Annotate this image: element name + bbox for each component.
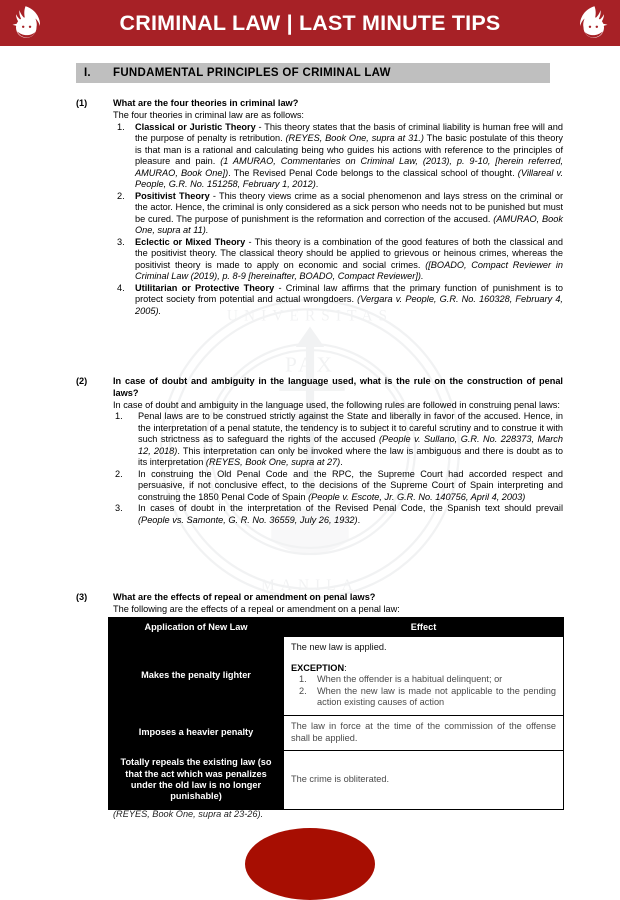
body-text: The basic postulate of this theory is that man is a rational and calculating being who guides his actions with reference to the principles of pleasure and pain. xyxy=(135,133,564,167)
construction-rules-list xyxy=(113,411,563,526)
cell-effect xyxy=(284,715,564,750)
exception-list xyxy=(291,674,556,709)
citation: (1 AMURAO, Commentaries on Criminal Law, (2013), p. 9-10, [herein referred, AMURAO, Book One]) xyxy=(135,156,563,178)
list-item xyxy=(113,237,563,283)
qa-block-1 xyxy=(76,98,563,317)
citation: (REYES, Book One, supra at 27) xyxy=(205,457,341,468)
cell-application: Totally repeals the existing law (so that the act which was penalizes under the old law is no longer punishable) xyxy=(109,751,284,810)
question-text: In case of doubt and ambiguity in the language used, what is the rule on the construction of penal laws? xyxy=(113,376,563,398)
table-citation: (REYES, Book One, supra at 23-26). xyxy=(113,809,264,819)
list-item xyxy=(113,283,563,318)
citation: (People v. Sullano, G.R. No. 228373, March 12, 2018) xyxy=(138,434,563,456)
section-title: FUNDAMENTAL PRINCIPLES OF CRIMINAL LAW xyxy=(113,67,391,79)
effect-primary-text: The law in force at the time of the commission of the offense shall be applied. xyxy=(291,720,556,743)
term: Classical or Juristic Theory xyxy=(135,121,256,132)
term: Eclectic or Mixed Theory xyxy=(135,236,246,247)
body-text: This theory states that the basis of criminal liability is human free will and the purpose of penalty is retribution. xyxy=(135,121,564,144)
exception-text: When the new law is made not applicable to the pending action existing causes of action xyxy=(317,685,556,708)
qa-block-3 xyxy=(76,592,563,616)
svg-text:UNIVERSITAS: UNIVERSITAS xyxy=(226,307,394,325)
lion-head-logo-icon xyxy=(8,4,46,42)
cell-application: Makes the penalty lighter xyxy=(109,637,284,716)
list-marker: 1. xyxy=(299,674,307,685)
dash: - xyxy=(209,190,219,201)
answer-lead: The following are the effects of a repeal or amendment on a penal law: xyxy=(113,604,400,615)
section-number: I. xyxy=(84,67,91,79)
list-marker: 2. xyxy=(117,190,125,201)
list-item xyxy=(113,191,563,237)
citation: (Vergara v. People, G.R. No. 160328, February 4, 2005). xyxy=(135,294,563,316)
body-text: . This interpretation can only be invoked where the law is ambiguous and there is doubt as to its interpretation xyxy=(138,445,563,468)
cell-effect xyxy=(284,637,564,716)
dash: - xyxy=(255,121,265,132)
list-marker: 3. xyxy=(117,236,125,247)
list-item xyxy=(113,469,563,504)
answer-lead: The four theories in criminal law are as follows: xyxy=(113,110,304,121)
exception-text: When the offender is a habitual delinquent; or xyxy=(317,674,503,685)
citation: (Villareal v. People, G.R. No. 151258, February 1, 2012) xyxy=(135,167,564,190)
qa-block-2 xyxy=(76,376,563,526)
exception-colon: : xyxy=(344,662,347,673)
question-number: (1) xyxy=(76,98,88,108)
citation: ([BOADO, Compact Reviewer in Criminal Law (2019), p. 8-9 [hereinafter, BOADO, Compact Reviewer]). xyxy=(135,259,563,282)
column-header-effect: Effect xyxy=(284,618,564,637)
list-marker: 1. xyxy=(117,121,125,132)
question-number: (2) xyxy=(76,376,88,386)
body-text: This theory is a combination of the good features of both the classical and the positivist theory. The classical theory should be applied to grievous or heinous crimes, whereas the positivist theory is made to apply on economic and social crimes. xyxy=(135,236,564,270)
list-item xyxy=(291,674,556,686)
cell-application: Imposes a heavier penalty xyxy=(109,715,284,750)
list-marker: 2. xyxy=(115,468,123,479)
citation: (People v. Escote, Jr. G.R. No. 140756, April 4, 2003) xyxy=(308,491,526,502)
theory-list xyxy=(113,122,563,318)
body-text: This theory views crime as a social phenomenon and lays stress on the criminal or the actor. Hence, the criminal is only considered as a sick person who needs not to be punished but must be cured. The purpose of punishment is the reformation and correction of the accused. xyxy=(135,190,564,224)
effects-of-repeal-table xyxy=(108,617,564,810)
svg-text:MANILA: MANILA xyxy=(261,576,359,594)
list-marker: 2. xyxy=(299,685,307,696)
table-row xyxy=(109,751,564,810)
exception-label xyxy=(291,663,556,675)
question-text: What are the four theories in criminal law? xyxy=(113,98,299,108)
page-header-banner xyxy=(0,0,620,46)
dash: - xyxy=(245,236,255,247)
table-row xyxy=(109,715,564,750)
exception-label-text: EXCEPTION xyxy=(291,662,345,673)
body-text: . xyxy=(357,514,361,525)
lion-head-logo-icon xyxy=(574,4,612,42)
list-marker: 1. xyxy=(115,411,123,422)
column-header-application: Application of New Law xyxy=(109,618,284,637)
question-text: What are the effects of repeal or amendment on penal laws? xyxy=(113,592,376,602)
table-row xyxy=(109,637,564,716)
answer-lead: In case of doubt and ambiguity in the language used, the following rules are followed in construing penal laws: xyxy=(113,399,560,410)
citation: (AMURAO, Book One, supra at 11). xyxy=(135,213,563,236)
body-text: Penal laws are to be construed strictly against the State and liberally in favor of the accused. Hence, in the interpretation of a penal statute, the tendency is to subject it to careful scrutiny and to construe it with such strictness as to safeguard the rights of the accused xyxy=(138,411,563,445)
effects-table-wrapper xyxy=(108,617,563,810)
section-heading-bar xyxy=(76,63,550,83)
body-text: . xyxy=(340,457,343,468)
svg-text:PAX: PAX xyxy=(284,352,336,377)
list-marker: 4. xyxy=(117,282,125,293)
list-item xyxy=(113,411,563,469)
list-item xyxy=(113,122,563,191)
page-title: CRIMINAL LAW | LAST MINUTE TIPS xyxy=(119,10,501,35)
citation: (People vs. Samonte, G. R. No. 36559, July 26, 1932) xyxy=(138,514,358,525)
body-text: In construing the Old Penal Code and the RPC, the Supreme Court had accorded respect and persuasive, if not conclusive effect, to the decisions of the Supreme Court of Spain interpreting and construing the 1850 Penal Code of Spain xyxy=(138,468,563,502)
body-text: Criminal law affirms that the primary function of punishment is to protect society from potential and actual wrongdoers. xyxy=(135,282,563,305)
question-number: (3) xyxy=(76,592,88,602)
body-text: . The Revised Penal Code belongs to the classical school of thought. xyxy=(228,167,518,178)
footer-arc-decoration xyxy=(245,828,375,900)
term: Utilitarian or Protective Theory xyxy=(135,282,275,293)
dash: - xyxy=(274,282,286,293)
effect-primary-text: The new law is applied. xyxy=(291,642,387,652)
effect-primary-text: The crime is obliterated. xyxy=(291,773,390,784)
citation: (REYES, Book One, supra at 31.) xyxy=(285,133,424,144)
cell-effect xyxy=(284,751,564,810)
table-header-row xyxy=(109,618,564,637)
list-item xyxy=(291,686,556,709)
body-text: . xyxy=(315,179,319,190)
body-text: In cases of doubt in the interpretation of the Revised Penal Code, the Spanish text should prevail xyxy=(138,503,563,514)
document-page xyxy=(0,46,620,866)
term: Positivist Theory xyxy=(135,190,210,201)
list-marker: 3. xyxy=(115,503,123,514)
list-item xyxy=(113,503,563,526)
